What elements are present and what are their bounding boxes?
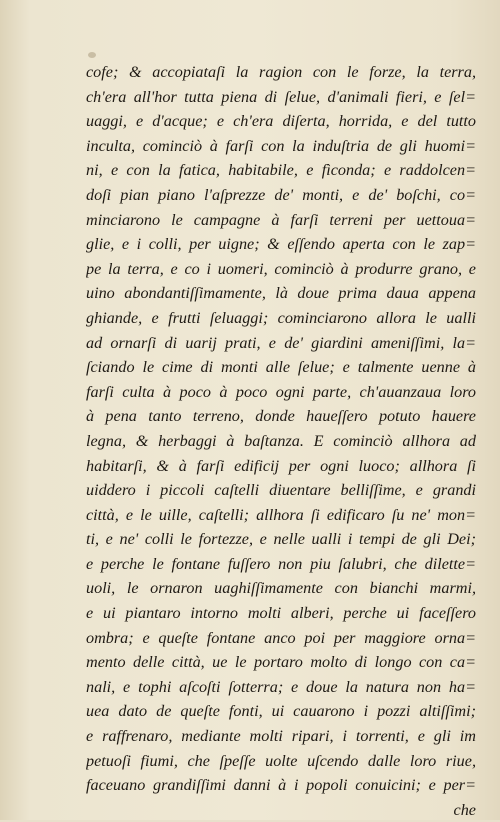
text-line: e perche le fontane fuſſero non piu ſalubri, che dilette= xyxy=(86,554,476,573)
text-line: glie, e i colli, per uigne; & eſſendo aperta con le zap= xyxy=(86,235,476,254)
text-line: pe la terra, e co i uomeri, cominciò à produrre grano, e xyxy=(86,259,476,278)
text-line: uoli, le ornaron uaghiſſimamente con bianchi marmi, xyxy=(86,579,476,598)
text-line: ghiande, e frutti ſeluaggi; cominciarono allora le ualli xyxy=(86,308,476,327)
paper-stain xyxy=(88,52,96,58)
text-line: petuoſi fiumi, che ſpeſſe uolte uſcendo dalle loro riue, xyxy=(86,751,476,770)
text-line: uea dato de queſte fonti, ui cauarono i pozzi altiſſimi; xyxy=(86,702,476,721)
text-line: uiddero i piccoli caſtelli diuentare belliſſime, e grandi xyxy=(86,481,476,500)
text-line: ni, e con la fatica, habitabile, e fìconda; e raddolcen= xyxy=(86,161,476,180)
text-line: ch'era all'hor tutta piena di ſelue, d'animali fieri, e ſel= xyxy=(86,87,476,106)
text-line: città, e le uille, caſtelli; allhora ſi edificaro ſu ne' mon= xyxy=(86,505,476,524)
text-line: ti, e ne' colli le fortezze, e nelle ualli i tempi de gli Dei; xyxy=(86,530,476,549)
body-text xyxy=(86,60,476,822)
text-line: inculta, cominciò à farſi con la induſtria de gli huomi= xyxy=(86,136,476,155)
text-line: uaggi, e d'acque; e ch'era diſerta, horrida, e del tutto xyxy=(86,112,476,131)
text-line: faceuano grandiſſimi danni à i popoli conuicini; e per= xyxy=(86,776,476,795)
text-line: ad ornarſi di uarij prati, e de' giardini ameniſſimi, la= xyxy=(86,333,476,352)
text-line: farſi culta à poco à poco ogni parte, ch'auanzaua loro xyxy=(86,382,476,401)
text-line: à pena tanto terreno, donde haueſſero potuto hauere xyxy=(86,407,476,426)
text-line: legna, & herbaggi à baſtanza. E cominciò allhora ad xyxy=(86,431,476,450)
text-line: ſciando le cime di monti alle ſelue; e talmente uenne à xyxy=(86,358,476,377)
text-line: mento delle città, ue le portaro molto di longo con ca= xyxy=(86,653,476,672)
text-line: ombra; e queſte fontane anco poi per maggiore orna= xyxy=(86,628,476,647)
text-line: e ui piantaro intorno molti alberi, perche ui faceſſero xyxy=(86,604,476,623)
text-line: habitarſi, & à farſi edificij per ogni luoco; allhora ſi xyxy=(86,456,476,475)
text-line: nali, e tophi aſcoſti ſotterra; e doue la natura non ha= xyxy=(86,677,476,696)
text-line: doſi pian piano l'aſprezze de' monti, e de' boſchi, co= xyxy=(86,185,476,204)
text-line: uino abondantiſſimamente, là doue prima daua appena xyxy=(86,284,476,303)
text-line: e raffrenaro, mediante molti ripari, i torrenti, e gli im xyxy=(86,727,476,746)
text-line: cofe; & accopiataſi la ragion con le forze, la terra, xyxy=(86,63,476,81)
catchword: che xyxy=(453,800,476,819)
text-line: minciarono le campagne à farſi terreni per uettoua= xyxy=(86,210,476,229)
